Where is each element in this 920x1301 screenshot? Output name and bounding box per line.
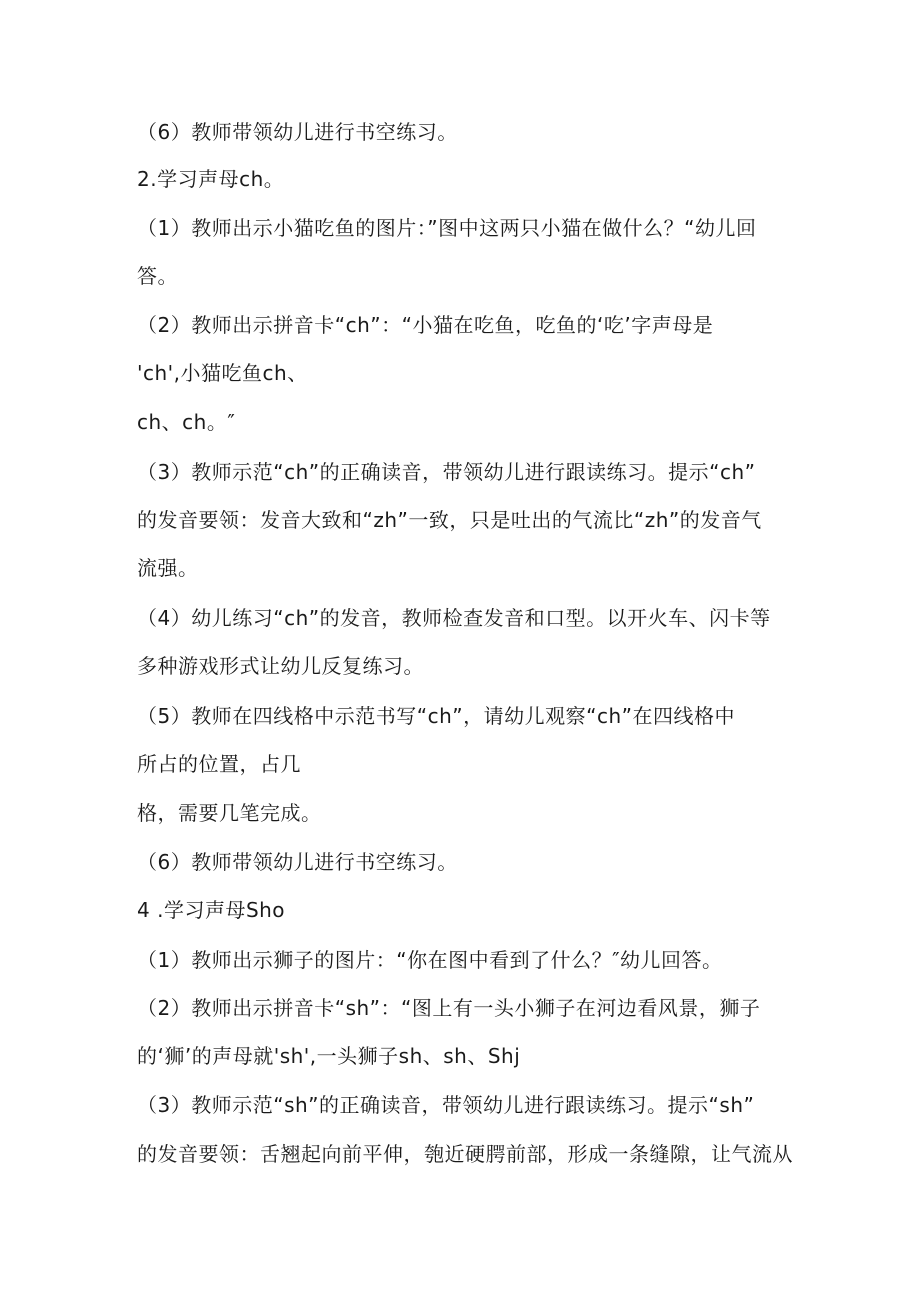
text-line: （3）教师示范“ch”的正确读音，带领幼儿进行跟读练习。提示“ch” bbox=[137, 460, 756, 484]
text-line: 答。 bbox=[137, 264, 178, 288]
text-line: 格，需要几笔完成。 bbox=[137, 801, 322, 825]
text-line: （6）教师带领幼儿进行书空练习。 bbox=[137, 120, 458, 144]
text-line: （6）教师带领幼儿进行书空练习。 bbox=[137, 850, 458, 874]
section-heading: 2.学习声母ch。 bbox=[137, 167, 285, 191]
text-line: （5）教师在四线格中示范书写“ch”，请幼儿观察“ch”在四线格中 bbox=[137, 704, 736, 728]
text-line: 流强。 bbox=[137, 556, 199, 580]
text-line: 多种游戏形式让幼儿反复练习。 bbox=[137, 654, 424, 678]
text-line: （2）教师出示拼音卡“ch”：“小猫在吃鱼，吃鱼的‘吃’字声母是 bbox=[137, 313, 714, 337]
text-line: 'ch',小猫吃鱼ch、 bbox=[137, 361, 308, 385]
text-line: （1）教师出示小猫吃鱼的图片：”图中这两只小猫在做什么？“幼儿回 bbox=[137, 216, 757, 240]
text-line: ch、ch。″ bbox=[137, 410, 236, 434]
text-line: （3）教师示范“sh”的正确读音，带领幼儿进行跟读练习。提示“sh” bbox=[137, 1093, 755, 1117]
text-line: 的‘狮’的声母就'sh',一头狮子sh、sh、Shj bbox=[137, 1044, 521, 1068]
text-line: （1）教师出示狮子的图片：“你在图中看到了什么？″幼儿回答。 bbox=[137, 948, 723, 972]
text-line: 的发音要领：舌翘起向前平伸，匏近硬腭前部，形成一条缝隙，让气流从 bbox=[137, 1142, 793, 1166]
text-line: 的发音要领：发音大致和“zh”一致，只是吐出的气流比“zh”的发音气 bbox=[137, 508, 762, 532]
text-line: 所占的位置，占几 bbox=[137, 752, 301, 776]
text-line: （2）教师出示拼音卡“sh”：“图上有一头小狮子在河边看风景，狮子 bbox=[137, 996, 761, 1020]
section-heading: 4 .学习声母Sho bbox=[137, 898, 286, 922]
text-line: （4）幼儿练习“ch”的发音，教师检查发音和口型。以开火车、闪卡等 bbox=[137, 606, 771, 630]
